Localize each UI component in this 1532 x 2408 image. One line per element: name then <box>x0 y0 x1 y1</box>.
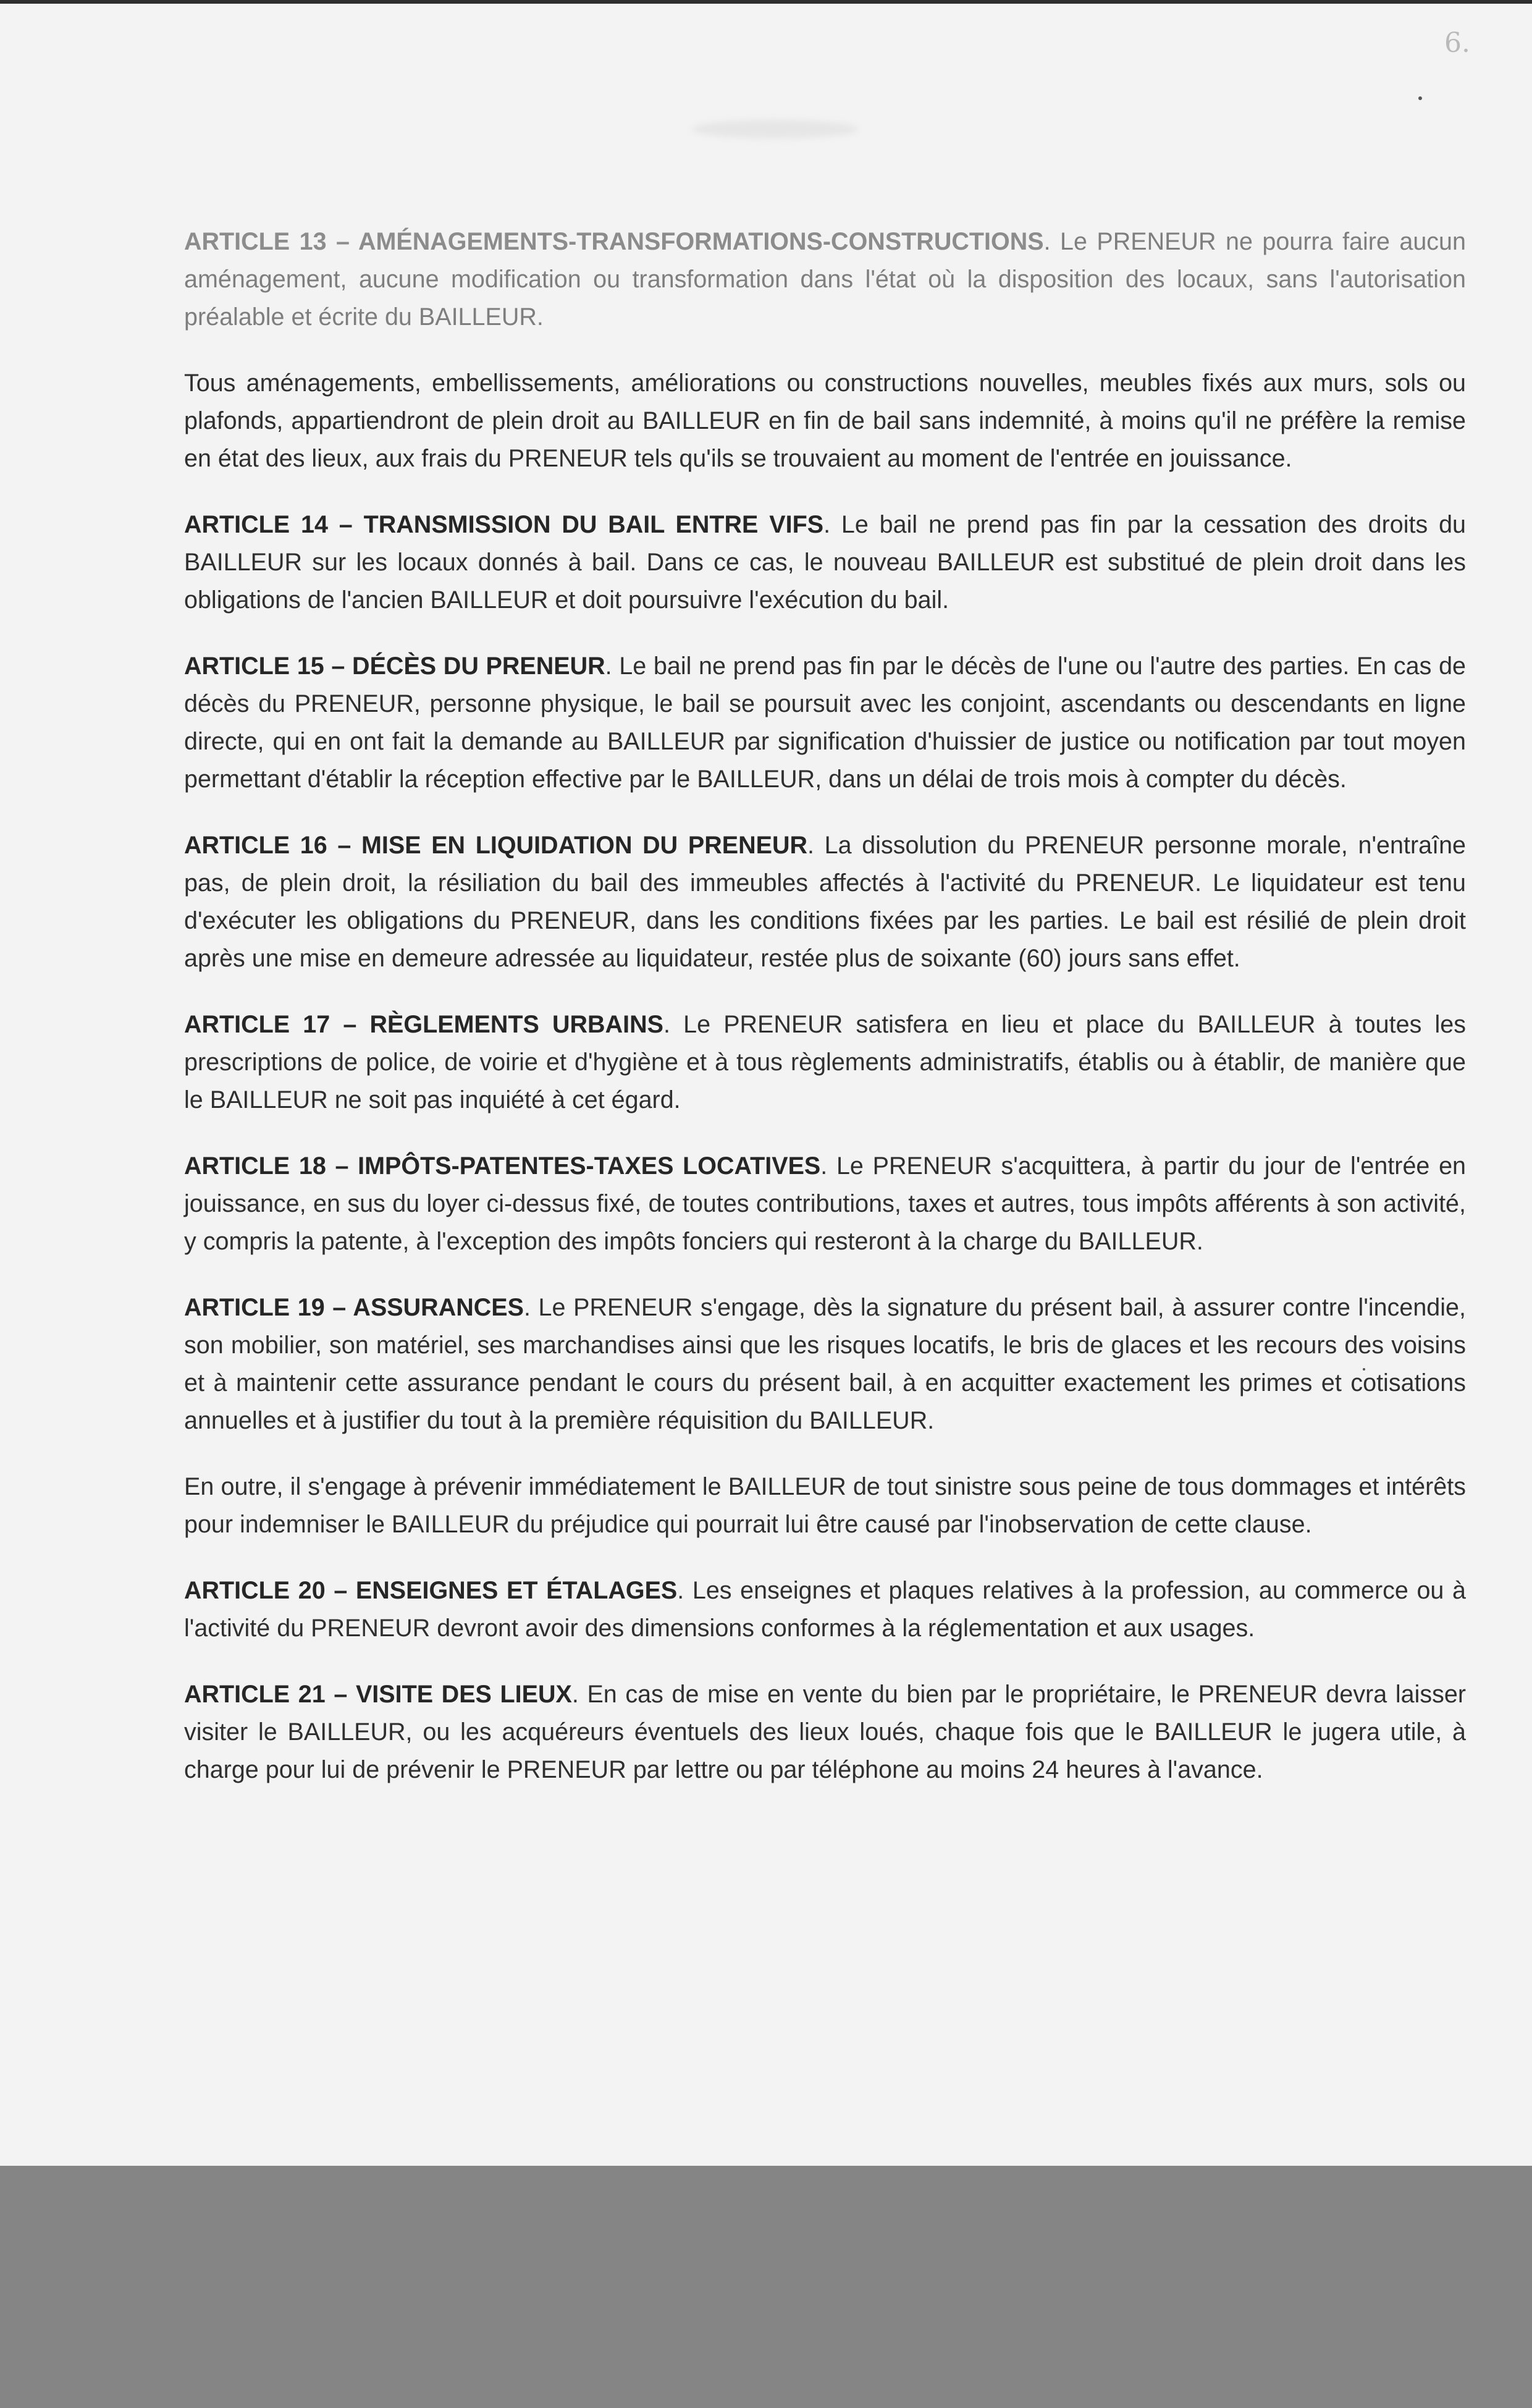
article-heading: ARTICLE 16 – MISE EN LIQUIDATION DU PRENEUR <box>184 832 807 859</box>
article-16 <box>184 827 1466 978</box>
article-heading: ARTICLE 21 – VISITE DES LIEUX <box>184 1681 572 1708</box>
article-15 <box>184 648 1466 798</box>
article-text: . Les enseignes et plaques relatives à la profession, au commerce ou à l'activité du PRENEUR devront avoir des dimensions conformes à la réglementation et aux usages. <box>184 1577 1466 1642</box>
article-heading: ARTICLE 18 – IMPÔTS-PATENTES-TAXES LOCATIVES <box>184 1152 821 1180</box>
article-17 <box>184 1006 1466 1119</box>
scan-speck <box>1418 96 1422 100</box>
scan-smudge <box>692 120 859 138</box>
article-text: Tous aménagements, embellissements, améliorations ou constructions nouvelles, meubles fixés aux murs, sols ou plafonds, appartiendront de plein droit au BAILLEUR en fin de bail sans indemnité, à moins qu'il ne préfère la remise en état des lieux, aux frais du PRENEUR tels qu'ils se trouvaient au moment de l'entrée en jouissance. <box>184 370 1466 472</box>
article-text: . Le bail ne prend pas fin par le décès de l'une ou l'autre des parties. En cas de décès du PRENEUR, personne physique, le bail se poursuit avec les conjoint, ascendants ou descendants en ligne directe, qui en ont fait la demande au BAILLEUR par signification d'huissier de justice ou notification par tout moyen permettant d'établir la réception effective par le BAILLEUR, dans un délai de trois mois à compter du décès. <box>184 653 1467 793</box>
article-text: . Le bail ne prend pas fin par la cessation des droits du BAILLEUR sur les locaux donnés à bail. Dans ce cas, le nouveau BAILLEUR est substitué de plein droit dans les obligations de l'ancien BAILLEUR et doit poursuivre l'exécution du bail. <box>184 511 1467 614</box>
article-text: . Le PRENEUR s'engage, dès la signature du présent bail, à assurer contre l'incendie, son mobilier, son matériel, ses marchandises ainsi que les risques locatifs, le bris de glaces et les recours des voisins et à maintenir cette assurance pendant le cours du présent bail, à en acquitter exactement les primes et cotisations annuelles et à justifier du tout à la première réquisition du BAILLEUR. <box>184 1294 1466 1434</box>
article-text: . Le PRENEUR satisfera en lieu et place du BAILLEUR à toutes les prescriptions de police, de voirie et d'hygiène et à tous règlements administratifs, établis ou à établir, de manière que le BAILLEUR ne soit pas inquiété à cet égard. <box>184 1011 1466 1113</box>
article-heading: ARTICLE 15 – DÉCÈS DU PRENEUR <box>184 653 605 680</box>
article-13-continued <box>184 365 1466 478</box>
article-text: . Le PRENEUR s'acquittera, à partir du jour de l'entrée en jouissance, en sus du loyer ci-dessus fixé, de toutes contributions, taxes et autres, tous impôts afférents à son activité, y compris la patente, à l'exception des impôts fonciers qui resteront à la charge du BAILLEUR. <box>184 1152 1467 1255</box>
document-body <box>184 223 1466 1817</box>
article-text: . Le PRENEUR ne pourra faire aucun aménagement, aucune modification ou transformation dans l'état où la disposition des locaux, sans l'autorisation préalable et écrite du BAILLEUR. <box>184 228 1466 331</box>
page-number: 6. <box>1444 27 1470 59</box>
article-heading: ARTICLE 17 – RÈGLEMENTS URBAINS <box>184 1011 663 1038</box>
article-18 <box>184 1147 1466 1261</box>
article-text: . En cas de mise en vente du bien par le propriétaire, le PRENEUR devra laisser visiter le BAILLEUR, ou les acquéreurs éventuels des lieux loués, chaque fois que le BAILLEUR le jugera utile, à charge pour lui de prévenir le PRENEUR par lettre ou par téléphone au moins 24 heures à l'avance. <box>184 1681 1466 1783</box>
article-20 <box>184 1572 1466 1647</box>
article-21 <box>184 1676 1466 1789</box>
article-19 <box>184 1289 1466 1440</box>
article-text: . La dissolution du PRENEUR personne morale, n'entraîne pas, de plein droit, la résiliation du bail des immeubles affectés à l'activité du PRENEUR. Le liquidateur est tenu d'exécuter les obligations du PRENEUR, dans les conditions fixées par les parties. Le bail est résilié de plein droit après une mise en demeure adressée au liquidateur, restée plus de soixante (60) jours sans effet. <box>184 832 1467 972</box>
article-13 <box>184 223 1466 336</box>
article-19-continued <box>184 1468 1466 1544</box>
article-heading: ARTICLE 14 – TRANSMISSION DU BAIL ENTRE VIFS <box>184 511 824 538</box>
article-text: En outre, il s'engage à prévenir immédiatement le BAILLEUR de tout sinistre sous peine de tous dommages et intérêts pour indemniser le BAILLEUR du préjudice qui pourrait lui être causé par l'inobservation de cette clause. <box>184 1473 1466 1538</box>
article-heading: ARTICLE 13 – AMÉNAGEMENTS-TRANSFORMATIONS-CONSTRUCTIONS <box>184 228 1044 255</box>
article-14 <box>184 506 1466 619</box>
article-heading: ARTICLE 19 – ASSURANCES <box>184 1294 524 1321</box>
article-heading: ARTICLE 20 – ENSEIGNES ET ÉTALAGES <box>184 1577 678 1604</box>
